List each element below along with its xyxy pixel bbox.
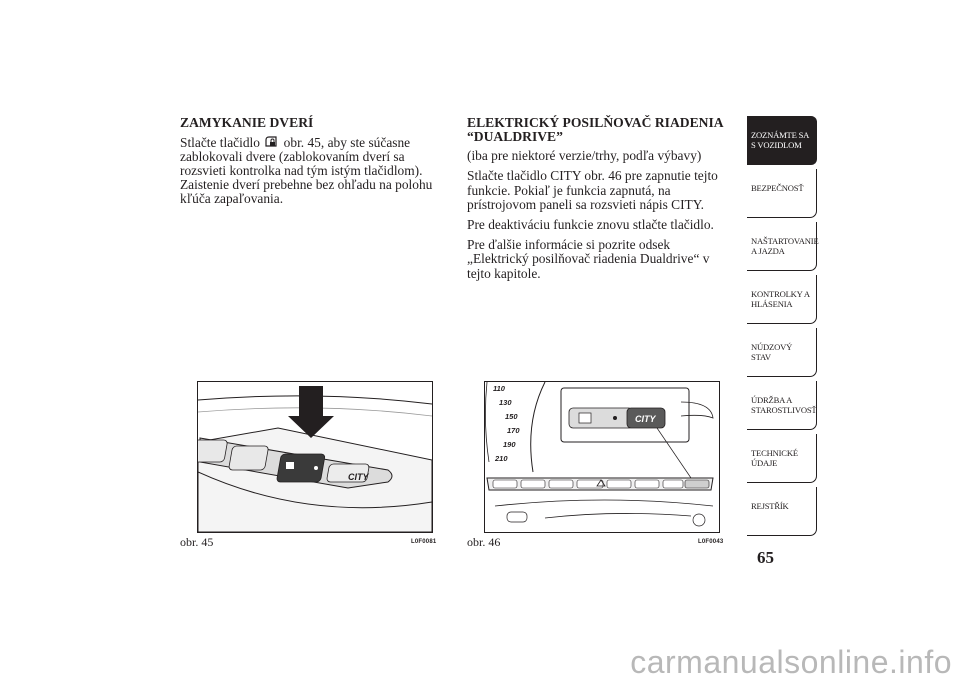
tab-udrzba[interactable] — [747, 381, 817, 430]
tab-label: REJSTŘÍK — [751, 501, 789, 511]
section-heading-dualdrive: ELEKTRICKÝ POSILŇOVAČ RIADENIA “DUALDRIVE” — [467, 115, 723, 144]
text-before-icon: Stlačte tlačidlo — [180, 134, 260, 150]
tab-nudzovy-stav[interactable] — [747, 328, 817, 377]
page-number: 65 — [757, 548, 774, 567]
tab-zoznamte-sa[interactable] — [747, 116, 817, 165]
press-arrow-icon — [288, 386, 334, 438]
tab-label: KONTROLKY A HLÁSENIA — [751, 289, 810, 309]
speed-tick: 150 — [505, 412, 518, 421]
tab-kontrolky[interactable] — [747, 275, 817, 324]
speed-tick: 110 — [493, 384, 505, 393]
speed-tick: 170 — [507, 426, 520, 435]
tab-label: BEZPEČNOSŤ — [751, 183, 804, 193]
city-button-label: CITY — [348, 472, 369, 482]
door-lock-button-drawing — [198, 382, 432, 532]
dashboard-drawing — [485, 382, 719, 532]
tab-nastartovanie[interactable] — [747, 222, 817, 271]
dualdrive-section — [467, 116, 735, 287]
tab-label: TECHNICKÉ ÚDAJE — [751, 448, 798, 468]
speed-tick: 190 — [503, 440, 516, 449]
figure-46-code: L0F0043 — [698, 539, 724, 545]
dualdrive-paragraph-1: Stlačte tlačidlo CITY obr. 46 pre zapnutie tejto funkcie. Pokiaľ je funkcia zapnutá, na prístrojovom paneli sa rozsvieti nápis CITY. — [467, 168, 718, 212]
section-heading-door-locking: ZAMYKANIE DVERÍ — [180, 115, 314, 130]
door-locking-section — [180, 116, 448, 213]
figure-45-caption: obr. 45 — [180, 535, 214, 549]
city-button-label-zoom: CITY — [635, 414, 656, 424]
figure-45-illustration — [197, 381, 433, 533]
tab-label: ÚDRŽBA A STAROSTLIVOSŤ — [751, 395, 817, 415]
figure-45-code: L0F0081 — [411, 539, 437, 545]
speed-tick: 210 — [495, 454, 508, 463]
figure-46-caption: obr. 46 — [467, 535, 501, 549]
dualdrive-paragraph-3: Pre ďalšie informácie si pozrite odsek „Elektrický posilňovač riadenia Dualdrive“ v tejto kapitole. — [467, 237, 710, 281]
dualdrive-subnote: (iba pre niektoré verzie/trhy, podľa výbavy) — [467, 148, 702, 164]
tab-bezpecnost[interactable] — [747, 169, 817, 218]
tab-label: ZOZNÁMTE SA S VOZIDLOM — [751, 130, 809, 150]
dualdrive-paragraph-2: Pre deaktiváciu funkcie znovu stlačte tlačidlo. — [467, 217, 714, 232]
tab-technicke-udaje[interactable] — [747, 434, 817, 483]
watermark: carmanualsonline.info — [630, 644, 952, 680]
tab-label: NAŠTARTOVANIE A JAZDA — [751, 236, 819, 256]
door-lock-icon — [265, 136, 278, 148]
figure-46-illustration — [484, 381, 720, 533]
text-after-icon: obr. 45, aby ste súčasne zablokovali dvere (zablokovaním dverí sa rozsvieti kontrolka nad tým istým tlačidlom). Zaistenie dverí prebehne bez ohľadu na polohu kľúča zapaľovania. — [180, 134, 433, 207]
door-locking-paragraph — [180, 136, 448, 207]
chapter-tabs — [747, 116, 817, 540]
tab-label: NÚDZOVÝ STAV — [751, 342, 793, 362]
tab-rejstrik[interactable] — [747, 487, 817, 536]
speed-tick: 130 — [499, 398, 512, 407]
